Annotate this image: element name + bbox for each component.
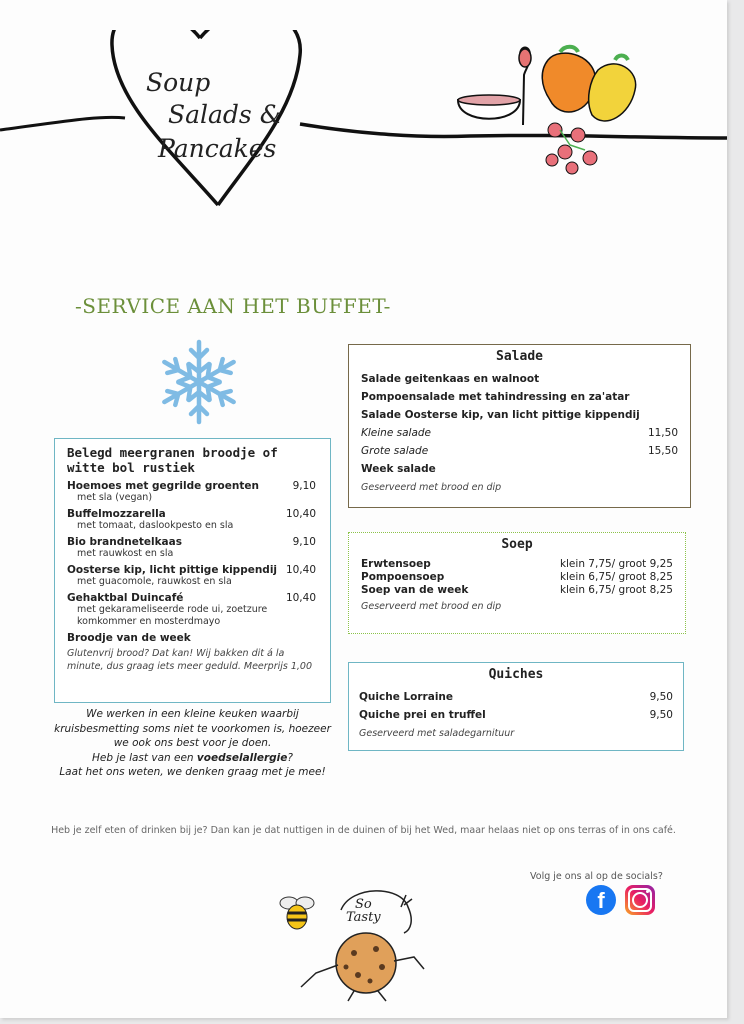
allergy-text: ? (287, 751, 293, 764)
menu-item (67, 508, 318, 520)
menu-item (67, 536, 318, 548)
menu-item (361, 388, 678, 406)
snowflake-icon (155, 338, 243, 426)
logo-line-2: Salads & (168, 100, 282, 129)
item-description: met gekarameliseerde rode ui, zoetzure komkommer en mosterdmayo (77, 604, 268, 627)
salade-note: Geserveerd met brood en dip (361, 482, 502, 493)
soep-title: Soep (501, 537, 533, 552)
facebook-icon[interactable]: f (586, 885, 616, 915)
item-name: Salade geitenkaas en walnoot (361, 373, 540, 385)
allergy-line: We werken in een kleine keuken waarbij (86, 708, 299, 720)
mascot-text: So (354, 897, 372, 912)
menu-item (361, 406, 678, 424)
item-price: klein 6,75/ groot 8,25 (559, 584, 673, 596)
item-description: met sla (vegan) (77, 492, 153, 503)
menu-item (359, 706, 673, 724)
menu-item (361, 571, 673, 584)
logo-line-3: Pancakes (158, 134, 277, 163)
salade-section (348, 344, 691, 508)
allergy-keyword: voedselallergie (196, 751, 288, 764)
item-price: klein 7,75/ groot 9,25 (559, 558, 673, 570)
socials-text: Volg je ons al op de socials? (530, 871, 663, 882)
allergy-line: Laat het ons weten, we denken graag met je mee! (59, 766, 326, 778)
item-name: Pompoensoep (361, 571, 445, 583)
item-name: Oosterse kip, licht pittige kippendij (67, 564, 278, 576)
item-price: 10,40 (285, 592, 316, 604)
menu-item (361, 558, 673, 571)
size-name: Kleine salade (361, 427, 432, 439)
broodje-note: Glutenvrij brood? Dat kan! Wij bakken dit á la minute, dus graag iets meer geduld. Meerprijs 1,00 (67, 648, 313, 672)
item-name: Week salade (361, 463, 436, 475)
allergy-line: we ook ons best voor je doen. (113, 737, 272, 749)
logo-line-1: Soup (146, 68, 211, 97)
broodje-title: Belegd meergranen broodje of witte bol rustiek (67, 445, 278, 475)
item-price: 10,40 (285, 508, 316, 520)
item-name: Erwtensoep (361, 558, 431, 570)
item-name: Pompoensalade met tahindressing en za'atar (361, 391, 630, 403)
item-price: 9,10 (292, 480, 316, 492)
item-description: met tomaat, daslookpesto en sla (77, 520, 234, 531)
item-price: klein 6,75/ groot 8,25 (559, 571, 673, 583)
item-price: 9,50 (649, 709, 673, 721)
item-name: Buffelmozzarella (67, 508, 166, 520)
item-price: 15,50 (647, 445, 678, 457)
buffet-title: -SERVICE AAN HET BUFFET- (75, 294, 391, 318)
salade-title: Salade (496, 349, 543, 364)
footer-note: Heb je zelf eten of drinken bij je? Dan kan je dat nuttigen in de duinen of bij het Wed, maar helaas niet op ons terras of in ons café. (51, 825, 676, 836)
menu-item (67, 564, 318, 576)
item-name: Quiche prei en truffel (359, 709, 486, 721)
quiches-title: Quiches (488, 667, 544, 682)
allergy-line: kruisbesmetting soms niet te voorkomen is, hoezeer (54, 722, 331, 735)
quiches-section (348, 662, 684, 751)
menu-item (67, 592, 318, 604)
soep-note: Geserveerd met brood en dip (361, 601, 502, 612)
soep-section (348, 532, 686, 634)
menu-item (361, 370, 678, 388)
allergy-text: Heb je last van een (92, 751, 197, 764)
item-price: 9,50 (649, 691, 673, 703)
allergy-line (54, 751, 331, 766)
item-name: Hoemoes met gegrilde groenten (67, 480, 259, 492)
item-name: Soep van de week (361, 584, 469, 596)
size-item (361, 424, 678, 442)
item-name: Bio brandnetelkaas (67, 536, 182, 548)
quiches-note: Geserveerd met saladegarnituur (359, 728, 515, 739)
menu-item (361, 584, 673, 597)
instagram-icon[interactable] (625, 885, 655, 915)
menu-item (67, 480, 318, 492)
item-price: 9,10 (292, 536, 316, 548)
allergy-notice (54, 707, 331, 780)
item-name: Gehaktbal Duincafé (67, 592, 184, 604)
item-name: Broodje van de week (67, 632, 191, 644)
item-price: 11,50 (647, 427, 678, 439)
size-name: Grote salade (361, 445, 429, 457)
mascot-caption (346, 898, 381, 924)
item-price: 10,40 (285, 564, 316, 576)
menu-item (359, 688, 673, 706)
item-name: Quiche Lorraine (359, 691, 454, 703)
mascot-text: Tasty (346, 910, 381, 925)
item-description: met rauwkost en sla (77, 548, 174, 559)
item-name: Salade Oosterse kip, van licht pittige kippendij (361, 409, 640, 421)
logo-illustration (0, 30, 727, 210)
size-item (361, 442, 678, 460)
menu-item (67, 632, 318, 644)
menu-item (361, 460, 678, 478)
item-description: met guacomole, rauwkost en sla (77, 576, 232, 587)
broodje-section (54, 438, 331, 703)
